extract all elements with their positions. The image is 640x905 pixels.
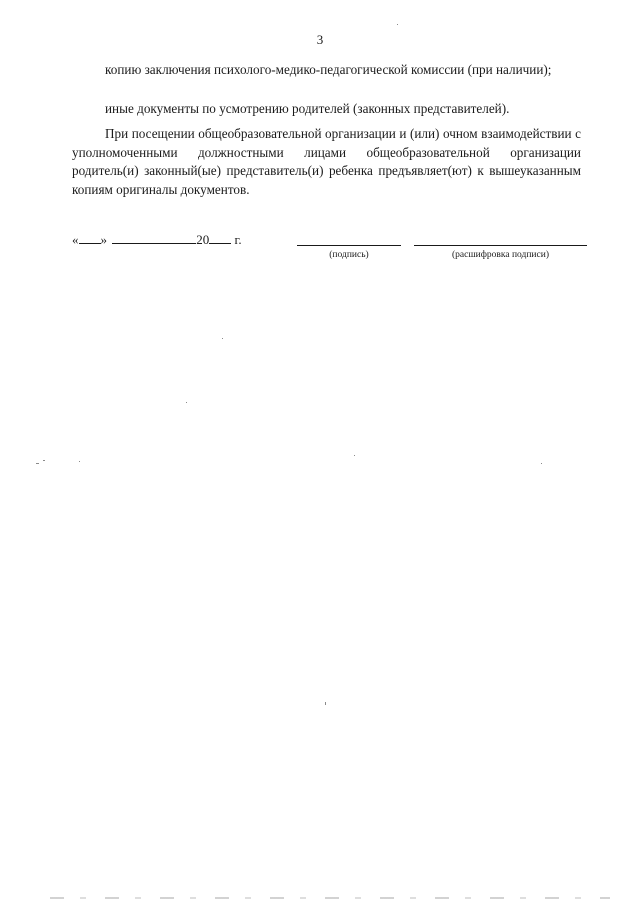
year-suffix: г.	[234, 232, 242, 247]
scan-speck	[222, 338, 223, 339]
paragraph-text: копию заключения психолого-медико-педагогической комиссии (при наличии);	[105, 62, 552, 77]
scan-speck	[43, 460, 45, 461]
date-close-quote: »	[100, 232, 107, 247]
scan-speck	[354, 455, 355, 456]
year-blank	[209, 232, 231, 244]
paragraph-psychological-commission	[72, 61, 581, 80]
date-open-quote: «	[72, 232, 79, 247]
scan-speck	[325, 702, 326, 705]
paragraph-other-documents	[72, 100, 581, 119]
signature-decode-line	[414, 245, 587, 246]
signature-caption: (подпись)	[329, 250, 369, 260]
signature-line	[297, 245, 401, 246]
year-prefix: 20	[196, 232, 210, 247]
day-blank	[79, 232, 101, 244]
scan-speck	[541, 463, 542, 464]
month-blank	[112, 232, 196, 244]
page-number: 3	[316, 32, 324, 47]
scan-speck	[397, 24, 398, 25]
scan-edge-artifact	[50, 897, 610, 899]
date-field	[72, 232, 242, 248]
scan-speck	[36, 463, 39, 464]
signature-decode-caption: (расшифровка подписи)	[452, 250, 549, 260]
paragraph-text: иные документы по усмотрению родителей (законных представителей).	[105, 101, 510, 116]
paragraph-original-documents	[72, 125, 581, 199]
scan-speck	[186, 402, 187, 403]
paragraph-text: При посещении общеобразовательной организации и (или) очном взаимодействии с уполномоченными должностными лицами общеобразовательной организации родитель(и) законный(ые) представитель(и) ребенка предъявляет(ют) к вышеуказанным копиям оригиналы документов.	[72, 126, 581, 197]
scan-speck	[79, 461, 80, 462]
